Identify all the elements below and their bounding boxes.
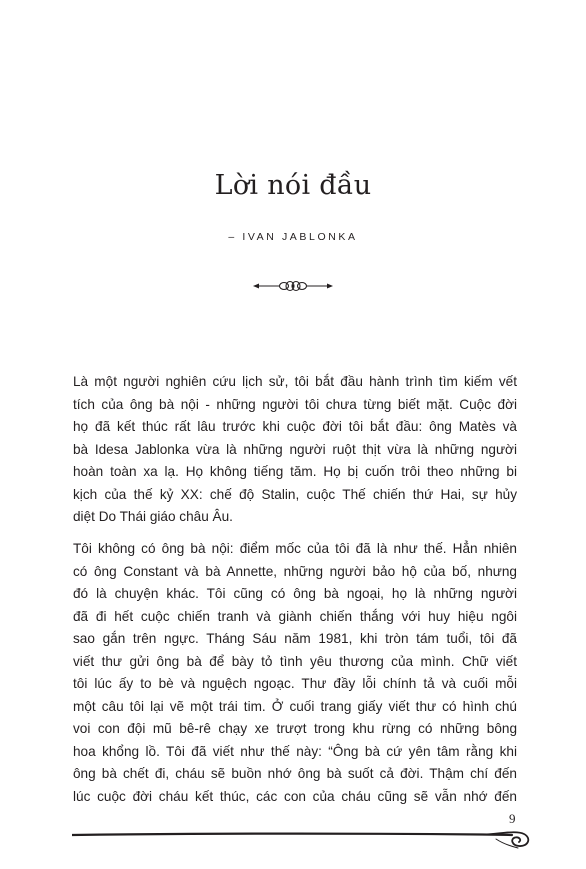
author-line: – IVAN JABLONKA: [228, 231, 358, 243]
chapter-title: Lời nói đầu: [214, 170, 372, 201]
text-line: ông bà chết đi, cháu sẽ buồn nhớ ông bà suốt cả đời. Thậm chí đến: [73, 766, 517, 781]
paragraph-2: [73, 538, 517, 808]
page-number: 9: [509, 811, 516, 826]
scroll-ornament-icon: [253, 279, 333, 293]
text-line: đã đi hết cuộc chiến tranh và giành chiến thắng với huy hiệu ngôi: [73, 608, 517, 624]
text-line: diệt Do Thái giáo châu Âu.: [73, 509, 233, 524]
text-line: tôi lúc ấy to bè và nguệch ngoạc. Thư đầy lỗi chính tả và cuối mỗi: [73, 676, 517, 691]
text-line: bà Idesa Jablonka vừa là những người ruột thịt vừa là những người: [73, 441, 517, 457]
text-line: voi con đội mũ bê-rê chạy xe trượt trong khu rừng có những bông: [73, 721, 517, 736]
text-line: lúc cuộc đời cháu kết thúc, các con của cháu cũng sẽ vẫn nhớ đến: [73, 788, 517, 804]
text-line: một câu tôi lại vẽ một trái tim. Ở cuối trang giấy viết thư có hình chú: [73, 698, 517, 714]
text-line: có ông Constant và bà Annette, những người bảo hộ của bố, nhưng: [73, 563, 517, 579]
text-line: sao gắn trên ngực. Tháng Sáu năm 1981, khi tròn tám tuổi, tôi đã: [73, 631, 517, 646]
text-line: hoa khổng lồ. Tôi đã viết như thế này: “Ông bà cứ yên tâm rằng khi: [73, 743, 517, 759]
text-line: họ đã kết thúc rất lâu trước khi cuộc đời tôi bắt đầu: ông Matès và: [73, 419, 517, 434]
swirl-flourish-icon: [72, 828, 532, 850]
text-line: đó là chuyện khác. Tôi cũng có ông bà ngoại, họ là những người: [73, 586, 517, 601]
text-line: kịch của thế kỷ XX: chế độ Stalin, cuộc Thế chiến thứ Hai, sự hủy: [73, 486, 517, 502]
text-line: hoàn toàn xa lạ. Họ không tiếng tăm. Họ bị cuốn trôi theo những bi: [73, 464, 517, 479]
text-line: tích của ông bà nội - những người tôi chưa từng biết mặt. Cuộc đời: [73, 396, 517, 412]
text-line: Tôi không có ông bà nội: điểm mốc của tôi đã là như thế. Hẳn nhiên: [73, 541, 517, 556]
text-line: viết thư gửi ông bà để bày tỏ tình yêu thương của mình. Chữ viết: [73, 653, 517, 669]
paragraph-1: [73, 371, 517, 529]
text-line: Là một người nghiên cứu lịch sử, tôi bắt đầu hành trình tìm kiếm vết: [73, 374, 517, 389]
